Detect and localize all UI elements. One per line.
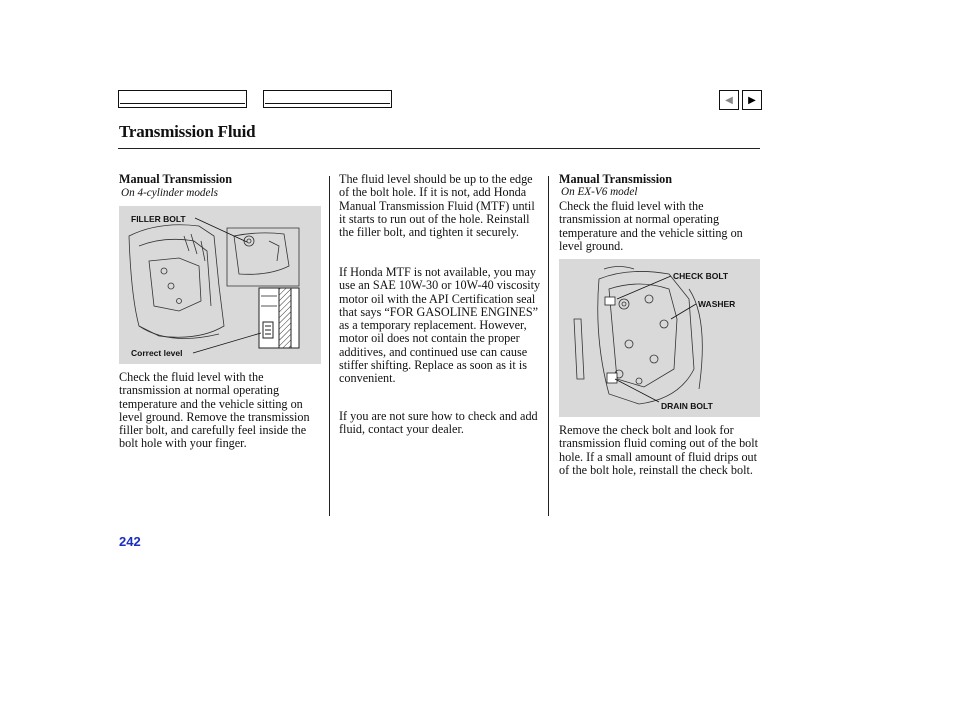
triangle-left-icon: ◀ (725, 94, 733, 106)
middle-paragraph-1: The fluid level should be up to the edge of the bolt hole. If it is not, add Honda Manual Transmission Fluid (MTF) until it starts to run out of the hole. Reinstall the filler bolt, and tighten it securely. (339, 172, 535, 240)
middle-paragraph-2: If Honda MTF is not available, you may use an SAE 10W-30 or 10W-40 viscosity motor oil with the API Certification seal that says “FOR GASOLINE ENGINES” as a temporary replacement. However, motor oil does not contain the proper additives, and continued use can cause stiffer shifting. Replace as soon as it is convenient. (339, 265, 541, 386)
washer-label: WASHER (698, 299, 736, 309)
left-section-heading: Manual Transmission (119, 172, 232, 186)
left-section-paragraph: Check the fluid level with the transmission at normal operating temperature and the vehicle sitting on level ground. Remove the transmission filler bolt, and carefully feel inside the bolt hole with your finger. (119, 370, 310, 451)
column-divider-1 (329, 176, 330, 516)
triangle-right-icon: ▶ (748, 94, 756, 106)
correct-level-label: Correct level (131, 348, 183, 358)
nav-tab-right[interactable] (263, 90, 392, 108)
transmission-v6-drawing (559, 259, 760, 417)
filler-bolt-illustration (119, 206, 321, 364)
previous-page-button[interactable] (719, 90, 739, 110)
page-number[interactable]: 242 (119, 534, 141, 549)
drain-bolt-label: DRAIN BOLT (661, 401, 713, 411)
right-section-paragraph-1: Check the fluid level with the transmission at normal operating temperature and the vehicle sitting on level ground. (559, 199, 743, 253)
page-title: Transmission Fluid (119, 122, 256, 141)
check-bolt-illustration (559, 259, 760, 417)
check-bolt-label: CHECK BOLT (673, 271, 729, 281)
filler-bolt-label: FILLER BOLT (131, 214, 186, 224)
left-section-subheading: On 4-cylinder models (121, 187, 218, 199)
nav-tab-left[interactable] (118, 90, 247, 108)
middle-paragraph-3: If you are not sure how to check and add fluid, contact your dealer. (339, 409, 538, 437)
right-section-heading: Manual Transmission (559, 172, 672, 186)
column-divider-2 (548, 176, 549, 516)
next-page-button[interactable] (742, 90, 762, 110)
right-section-subheading: On EX-V6 model (561, 186, 638, 198)
title-divider (118, 148, 760, 149)
right-section-paragraph-2: Remove the check bolt and look for transmission fluid coming out of the bolt hole. If a small amount of fluid drips out of the bolt hole, reinstall the check bolt. (559, 423, 759, 477)
transmission-4cyl-drawing (119, 206, 321, 364)
